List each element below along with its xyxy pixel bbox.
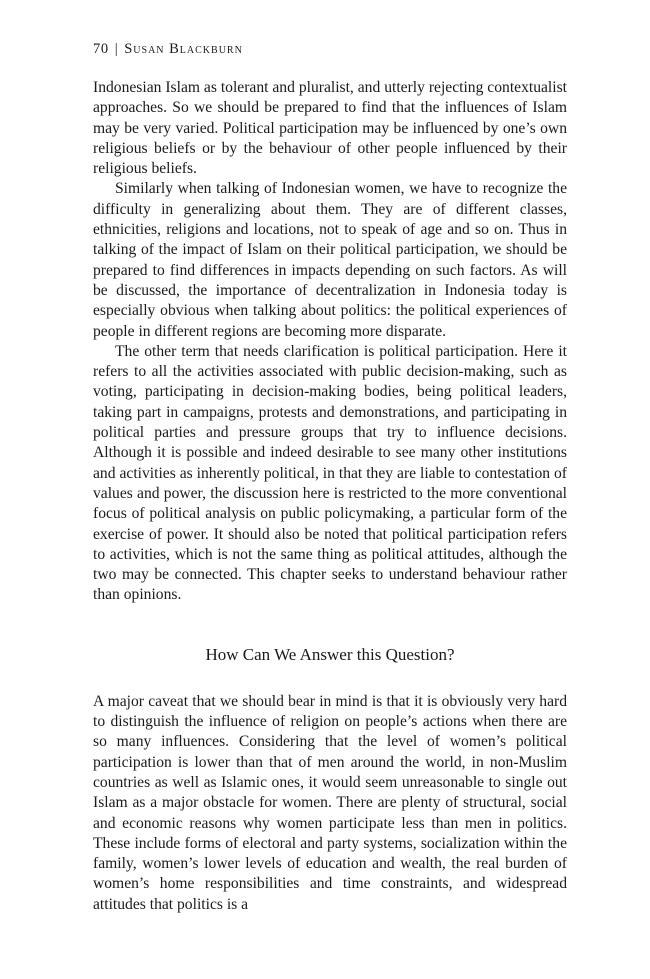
- running-head: [93, 40, 567, 58]
- body-paragraph: A major caveat that we should bear in mind is that it is obviously very hard to distinguish the influence of religion on people’s actions when there are so many influences. Considering that the level of women’s political participation is lower than that of men around the world, in non-Muslim countries as well as Islamic ones, it would seem unreasonable to single out Islam as a major obstacle for women. There are plenty of structural, social and economic reasons why women participate less than men in politics. These include forms of electoral and party systems, socialization within the family, women’s lower levels of education and wealth, the real burden of women’s home responsibilities and time constraints, and widespread attitudes that politics is a: [93, 692, 567, 913]
- section-heading: How Can We Answer this Question?: [205, 644, 455, 664]
- running-head-author: Susan Blackburn: [124, 41, 243, 57]
- page-number: 70: [93, 41, 109, 57]
- body-paragraph: Similarly when talking of Indonesian women, we have to recognize the difficulty in generalizing about them. They are of different classes, ethnicities, religions and locations, not to speak of age and so on. Thus in talking of the impact of Islam on their political participation, we should be prepared to find differences in impacts depending on such factors. As will be discussed, the importance of decentralization in Indonesia today is especially obvious when talking about politics: the political experiences of people in different regions are becoming more disparate.: [93, 180, 567, 340]
- body-paragraph: Indonesian Islam as tolerant and pluralist, and utterly rejecting contextualist approaches. So we should be prepared to find that the influences of Islam may be very varied. Political participation may be influenced by one’s own religious beliefs or by the behaviour of other people influenced by their religious beliefs.: [93, 79, 567, 178]
- body-paragraph: The other term that needs clarification is political participation. Here it refers to all the activities associated with public decision-making, such as voting, participating in decision-making bodies, being political leaders, taking part in campaigns, protests and demonstrations, and participating in political parties and pressure groups that try to influence decisions. Although it is possible and indeed desirable to see many other institutions and activities as inherently political, in that they are liable to contestation of values and power, the discussion here is restricted to the more conventional focus of political analysis on public policymaking, a particular form of the exercise of power. It should also be noted that political participation refers to activities, which is not the same thing as political attitudes, although the two may be connected. This chapter seeks to understand behaviour rather than opinions.: [93, 342, 567, 604]
- book-page: [93, 40, 567, 915]
- running-head-separator: |: [114, 41, 119, 57]
